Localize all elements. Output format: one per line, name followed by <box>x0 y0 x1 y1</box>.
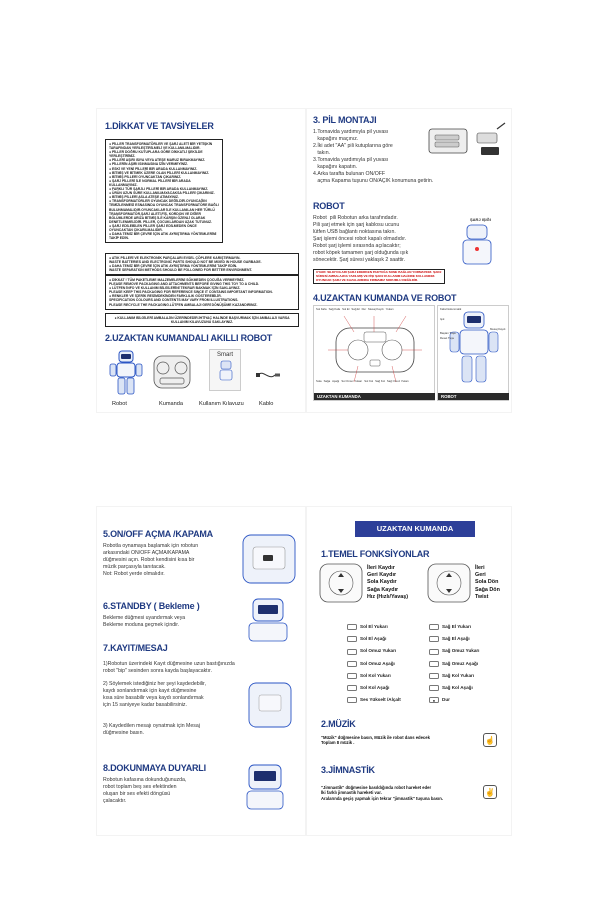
robot-footer: ROBOT <box>438 393 509 400</box>
right-function-turn-right: Sağa Dön <box>475 586 500 593</box>
control-label: Sol Omuz Yukarı <box>360 648 397 654</box>
robot-charge-text: Robot pili Robotun arka tarafındadır. Pili şarj etmek için şarj kablosu ucunu lütfen USB bağlantı noktasına takın. Şarj işlemi öncesi robot kapalı olmadıdır. Robot şarj işlemi sırasında açılacaktır; robot köpek tamamen şarj olduğunda ışık sönecektir. Şarj süresi yaklaşık 2 saattir. <box>313 215 409 263</box>
remote-banner: UZAKTAN KUMANDA <box>355 521 475 537</box>
warning-box-3: ● DİKKAT ! TÜM PAKETLEME MALZEMELERİNİ SÖKMEDEN ÇOCUĞA VERMEYİNİZ. PLEASE REMOVE PACKAGING AND ATTACHMENTS BEFORE GIVING THIS TOY TO A CHILD. ● LÜTFEN İNFO VE KULLANIM BİLGİLERİNİ TEKRAR BAKMAK İÇİN SAKLAYINIZ. PLEASE KEEP THIS PACKAGING FOR REFERENCE SINCE IT CONTAINS IMPORTANT INFORMATION. ● RENKLER VE İÇERİK RESİMDEKİNDEN FARKLILIK GÖSTEREBİLİR. SPECIFICATION COLOURS AND CONTENTS MAY VARY FROM ILLUSTRATIONS. PLEASE RECYCLE THE PACKAGING.LÜTFEN AMBALAJI GERİ DÖNÜŞÜME KAZANDIRINIZ. <box>105 275 299 310</box>
remote-right-pad-image <box>427 563 471 603</box>
right-control-row <box>429 658 479 670</box>
heading-standby: 6.STANDBY ( Bekleme ) <box>103 601 200 611</box>
robot-label-start: Baştan Tuşa <box>440 331 456 335</box>
remote-label: Sağ El <box>351 307 360 311</box>
battery-steps: 1.Tornavida yardımıyla pil yuvası kapağını maçınız. 2.İki adet "AA" pili kutuplarına göre takın. 3.Tornavida yardımıyla pil yuvası kapağını kapatın. 4.Arka tarafta bulunan ON/OFF açma Kapama tuşunu ON/AÇIK konumuna getirin. <box>313 129 434 184</box>
control-label: Sol El Aşağı <box>360 636 387 642</box>
smart-label: Smart <box>216 352 233 358</box>
remote-label: Sağ Kafa <box>328 307 341 311</box>
control-button-icon <box>347 624 357 630</box>
control-button-icon <box>347 649 357 655</box>
page-battery-robot <box>306 108 512 413</box>
control-button-icon <box>347 697 357 703</box>
left-function-left: Sola Kaydır <box>367 579 397 586</box>
heading-basic-functions: 1.TEMEL FONKSİYONLAR <box>321 549 430 559</box>
remote-label: Dur <box>361 307 367 311</box>
remote-label: Sağa <box>323 379 331 383</box>
remote-label: Sol Kol <box>364 379 374 383</box>
remote-label: Sağ Omuz Yukarı <box>386 379 409 383</box>
control-button-icon <box>347 673 357 679</box>
charge-light-label: ŞARJ IŞIĞI <box>470 217 491 222</box>
heading-music: 2.MÜZİK <box>321 719 356 729</box>
left-control-row <box>347 645 401 657</box>
left-function-list <box>367 565 408 601</box>
control-button-icon <box>429 685 439 691</box>
remote-label: Yukarı <box>385 307 394 311</box>
remote-label: Sol Omuz Yukarı <box>341 379 363 383</box>
page-warnings <box>96 108 306 413</box>
remote-label: Sol Kafa <box>316 307 327 311</box>
control-button-icon <box>429 673 439 679</box>
right-control-row <box>429 670 479 682</box>
control-label: Sağ El Yukarı <box>442 624 472 629</box>
control-label: Sağ Kol Aşağı <box>442 685 473 691</box>
left-function-forward: İleri Kaydır <box>367 565 395 571</box>
gymnastics-icon: ✌ <box>483 785 497 799</box>
robot-back-image <box>449 223 505 267</box>
charge-warning: UYARI: SILKIYOLARI ŞARJ EDERKEN PAKTUĞA SONE BAĞLAN YORMAYINIZ. ŞARJ SÜRESİ AMBALAJDA YAZILMIŞ VE FİŞI ŞARJ KULLANIM HALİNDE KULLANINIZ. OYUNCAK ŞARJ VE KAZALARINDA FIRMAMIZ SORUMLU DEĞİLDİR. <box>313 269 445 284</box>
robot-label-reset: Reset Tuşu <box>440 336 455 340</box>
heading-gymnastics: 3.JİMNASTİK <box>321 765 375 775</box>
music-text: "Müzik" düğmesine basın, Müzik ile robot dans edecek Toplam 8 müzik . <box>321 735 430 746</box>
heading-battery: 3. PİL MONTAJI <box>313 115 377 125</box>
control-button-icon <box>347 661 357 667</box>
touch-text: Robotun kafasına dokunduğunuzda, robot toplam beş ses efektinden oluşan bir ses efekti döngüsü çalacaktır. <box>103 777 187 804</box>
remote-label: Sola <box>316 379 322 383</box>
gymnastics-text: "Jimnastik" düğmesine basıldığında robot hareket eder İki farklı jimnastik hareketi var. Aralarında geçiş yapmak için tekrar "jimnastik" tuşuna basın. <box>321 785 443 801</box>
robot-label-head: Kafa Dokunmatik <box>440 307 462 311</box>
page-functions <box>96 506 306 836</box>
right-control-row <box>429 633 479 645</box>
left-control-row <box>347 621 401 633</box>
control-button-icon <box>429 636 439 642</box>
page-remote-functions <box>306 506 512 836</box>
remote-labels-bottom <box>316 380 434 383</box>
control-button-icon <box>429 661 439 667</box>
standby-text: Bekleme düğmesi uyandırmak veya Bekleme moduna geçmek içindir. <box>103 615 186 628</box>
left-control-row <box>347 694 401 706</box>
remote-label: Sol El <box>342 307 350 311</box>
robot-standby-image <box>239 595 299 643</box>
robot-record-image <box>241 677 299 733</box>
remote-labels <box>316 308 434 311</box>
item-label-robot: Robot <box>112 401 127 407</box>
cable-image <box>255 367 281 383</box>
heading-record: 7.KAYIT/MESAJ <box>103 643 168 653</box>
remote-footer: UZAKTAN KUMANDA <box>314 393 435 400</box>
battery-image <box>425 121 507 161</box>
left-function-speed: Hız (Hızlı/Yavaş) <box>367 593 409 600</box>
remote-drawing <box>314 306 436 390</box>
music-hand-icon: ☝ <box>483 733 497 747</box>
heading-touch: 8.DOKUNMAYA DUYARLI <box>103 763 206 773</box>
left-control-row <box>347 658 401 670</box>
manual-booklet-image <box>209 349 241 391</box>
right-control-row <box>429 694 479 706</box>
robot-label-light: Işık <box>440 317 445 321</box>
left-control-row <box>347 633 401 645</box>
left-control-row <box>347 670 401 682</box>
remote-left-pad-image <box>319 563 363 603</box>
right-control-row <box>429 682 479 694</box>
left-function-right: Sağa Kaydır <box>367 586 399 593</box>
stop-button-icon: ● <box>429 697 439 703</box>
record-step-1: 1)Robotun üzerindeki Kayıt düğmesine uzun bastığınızda robot "bip" sesinden sonra kayda başlayacaktır. <box>103 661 235 674</box>
right-control-row <box>429 645 479 657</box>
remote-label: Mesaj Kaydı <box>368 307 384 311</box>
control-label: Sağ El Aşağı <box>442 636 470 642</box>
heading-remote-robot: 4.UZAKTAN KUMANDA VE ROBOT <box>313 293 457 303</box>
heading-robot-charge: ROBOT <box>313 201 345 211</box>
record-step-3: 3) Kaydedilen mesajı oynatmak için Mesaj düğmesine basın. <box>103 723 200 736</box>
control-label: Dur <box>442 697 450 703</box>
control-label: Sol Omuz Aşağı <box>360 660 395 666</box>
robot-image <box>109 349 143 397</box>
record-step-2: 2) Söylemek istediğiniz her şeyi kaydedebilir, kaydı sonlandırmak için kayıt düğmesine kısa süre basabilir veya kaydı sonlandırmak için 15 saniyeye kadar basabilirsiniz. <box>103 681 206 708</box>
warning-box-2: ● ATIK PİLLERİ VE ELEKTRONİK PARÇALARI EVSEL ÇÖPLERE KARIŞTIRMAYIN. WASTE BATTERIES AND ELECTRONIC PARTS SHOULD NOT BE MIXED IN HOUSE GARBAGE. ● DAHA TEMİZ BİR ÇEVRE İÇİN ATIK AYRIŞTIRMA YÖNTEMLERİNİ TAKİP EDİN. WASTE SEPARATION METHODS SHOULD BE FOLLOWED FOR BETTER ENVIRONMENT. <box>105 253 299 275</box>
control-label: Sağ Omuz Yukarı <box>442 648 480 654</box>
control-button-icon <box>429 624 439 630</box>
right-control-row <box>429 621 479 633</box>
right-function-back: Geri <box>475 572 486 579</box>
control-label: Sağ Omuz Aşağı <box>442 660 479 666</box>
heading-warnings: 1.DİKKAT VE TAVSİYELER <box>105 121 214 131</box>
robot-front-drawing <box>438 306 510 390</box>
control-button-icon <box>429 649 439 655</box>
warning-box-4: ● KULLANIM BİLGİLERİ AMBALAJIN ÜZERİNDEDİR.İHTİYAÇ HALİNDE BAŞVURMAK İÇİN AMBALAJI VARSA KULLANIM KILAVUZUNU SAKLAYINIZ. <box>105 313 299 327</box>
item-label-manual: Kullanım Kılavuzu <box>199 401 244 407</box>
control-button-icon <box>347 685 357 691</box>
heading-robot: 2.UZAKTAN KUMANDALI AKILLI ROBOT <box>105 333 273 343</box>
left-control-row <box>347 682 401 694</box>
warning-box-1: ● PİLLER TRANSFORMATÖRLER VE ŞARJ ALETİ BİR YETİŞKİN TARAFINDAN YERLEŞTİRİLMELİ VE KULLANILMALIDIR. ● PİLLER DOĞRU KUTUPLARA GÖRE DİKKATLİ ŞEKİLDE YERLEŞTİRİNİZ. ● PİLLERİ AŞIRI ISIYA VEYA ATEŞE MARUZ BIRAKMAYINIZ. ● PİLLERİN AŞIRI ISINMASINA İZİN VERMEYİNİZ. ● ESKİ VE YENİ PİLLERİ BİR ARADA KULLANMAYINIZ. ● BİTMİŞ VE BİTMEK ÜZERE OLAN PİLLERİ KULLANMAYINIZ. ● BİTMİŞ PİLLERİ OYUNCAKTAN ÇIKARINIZ. ● ŞARJ PİLLERİ İLE NORMAL PİLLERİ BİR ARADA KULLANMAYINIZ. ● FARKLI TÜR ŞARJLI PİLLERİ BİR ARADA KULLANMAYINIZ. ● ÜRÜN UZUN SÜRE KULLANILMAYACAKSA PİLLERİ ÇIKARINIZ. ● BİTMİŞ PİLLERİ ASLA ATEŞE ATMAYINIZ. ● TRANSFORMATÖRLER OYUNCAK DEĞİLDİR.OYUNCAĞIN TEMİZLENMESİ ESNASINDA OYUNCAK TRANSFORMATÖRE BAĞLI BULUNMAMALIDIR.OYUNCAKLAR İLE KULLANILAN HER TÜRLÜ TRANSFORMATÖR,ŞARJ ALETİ,FİŞ, KORDON VE DİĞER BÖLÜMLERDE ARIZA BİTMİŞ İLE KARŞIN ÖZENLİ OLARAK DENETLENMELİDİR. PİLLER, ÇOCUKLARDAN UZAK TUTUNUZ. ● ŞARJ EDİLEBİLEN PİLLER ŞARJ EDİLMEDEN ÖNCE OYUNCAKTAN ÇIKARILMALIDIR. ● DAHA TEMİZ BİR ÇEVRE İÇİN ATIK AYRIŞTIRMA YÖNTEMLERİNİ TAKİP EDİN. <box>105 139 223 243</box>
control-label: Ses Yükselt /Alçalt <box>360 697 401 703</box>
right-controls <box>429 621 479 706</box>
right-function-twist: Twist <box>475 593 489 600</box>
control-button-icon <box>347 636 357 642</box>
heading-onoff: 5.ON/OFF AÇMA /KAPAMA <box>103 529 213 539</box>
robot-diagram <box>437 305 509 401</box>
remote-label: Aşağı <box>332 379 340 383</box>
control-label: Sol Kol Yukarı <box>360 672 391 678</box>
right-function-forward: İleri <box>475 565 485 571</box>
control-label: Sağ Kol Yukarı <box>442 672 475 678</box>
onoff-text: Robotla oynamaya başlamak için robotun arkasındaki ON/OFF AÇMA/KAPAMA düğmesini açın. Robot kendisini kısa bir müzik parçasıyla tanıtacak. Not: Robot yerde olmalıdır. <box>103 543 199 577</box>
item-label-cable: Kablo <box>259 401 274 407</box>
right-function-list <box>475 565 500 601</box>
item-label-remote: Kumanda <box>159 401 183 407</box>
control-label: Sol El Yukarı <box>360 624 388 629</box>
remote-diagram <box>313 305 435 401</box>
control-label: Sol Kol Aşağı <box>360 685 390 691</box>
left-function-back: Geri Kaydır <box>367 572 397 579</box>
robot-label-message: Mesaj Kaydı <box>490 327 506 331</box>
robot-onoff-image <box>239 529 299 589</box>
robot-touch-image <box>239 761 291 811</box>
remote-image <box>152 354 192 390</box>
right-function-turn-left: Sola Dön <box>475 579 499 586</box>
left-controls <box>347 621 401 706</box>
remote-label: Sağ Kol <box>375 379 385 383</box>
